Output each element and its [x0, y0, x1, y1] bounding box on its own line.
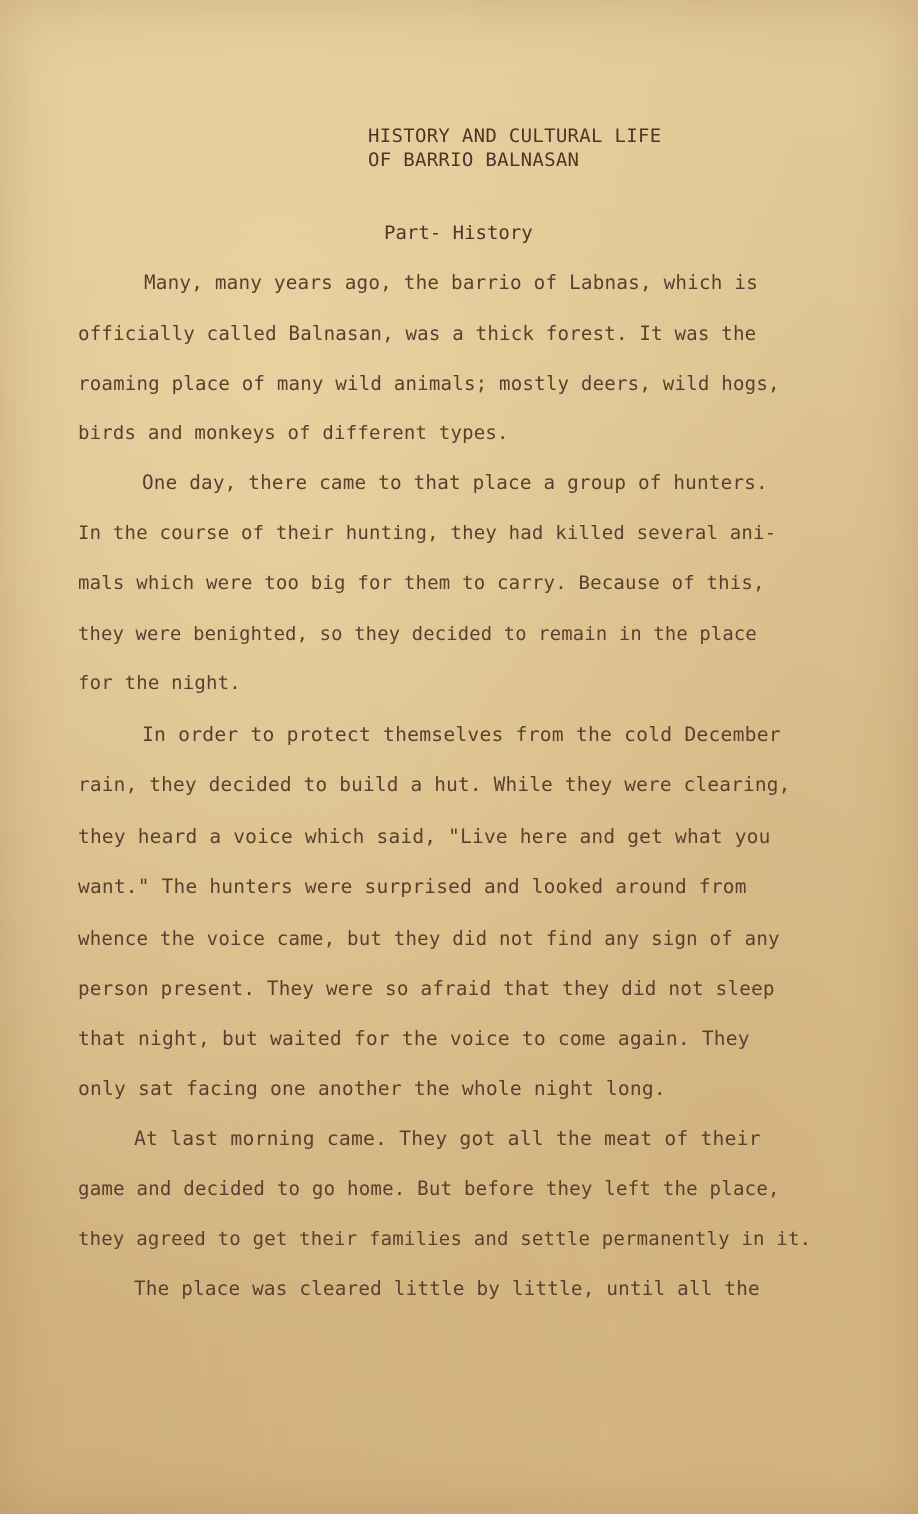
text-line: whence the voice came, but they did not find any sign of any — [78, 927, 780, 950]
text-line: roaming place of many wild animals; mostly deers, wild hogs, — [78, 372, 780, 395]
text-line: The place was cleared little by little, until all the — [134, 1277, 760, 1300]
text-line: game and decided to go home. But before they left the place, — [78, 1177, 780, 1200]
text-line: want." The hunters were surprised and looked around from — [78, 875, 747, 898]
text-line: they heard a voice which said, "Live here and get what you — [78, 825, 771, 848]
title-line-1: HISTORY AND CULTURAL LIFE — [368, 125, 662, 147]
text-line: that night, but waited for the voice to come again. They — [78, 1027, 750, 1050]
title-line-2: OF BARRIO BALNASAN — [368, 149, 580, 171]
text-line: rain, they decided to build a hut. While they were clearing, — [78, 773, 791, 796]
text-line: In order to protect themselves from the cold December — [142, 723, 781, 746]
text-line: officially called Balnasan, was a thick forest. It was the — [78, 322, 757, 345]
text-line: they were benighted, so they decided to remain in the place — [78, 624, 757, 645]
text-line: Many, many years ago, the barrio of Labnas, which is — [144, 271, 759, 294]
text-line: At last morning came. They got all the meat of their — [134, 1127, 761, 1150]
text-line: person present. They were so afraid that they did not sleep — [78, 977, 775, 1000]
section-heading: Part- History — [384, 222, 533, 244]
text-line: mals which were too big for them to carry. Because of this, — [78, 572, 765, 594]
text-line: they agreed to get their families and settle permanently in it. — [78, 1228, 812, 1250]
document-title — [368, 124, 661, 172]
text-line: One day, there came to that place a group of hunters. — [142, 471, 768, 494]
text-line: In the course of their hunting, they had killed several ani- — [78, 522, 777, 544]
text-line: birds and monkeys of different types. — [78, 422, 509, 444]
text-line: for the night. — [78, 672, 241, 694]
text-line: only sat facing one another the whole night long. — [78, 1077, 666, 1100]
